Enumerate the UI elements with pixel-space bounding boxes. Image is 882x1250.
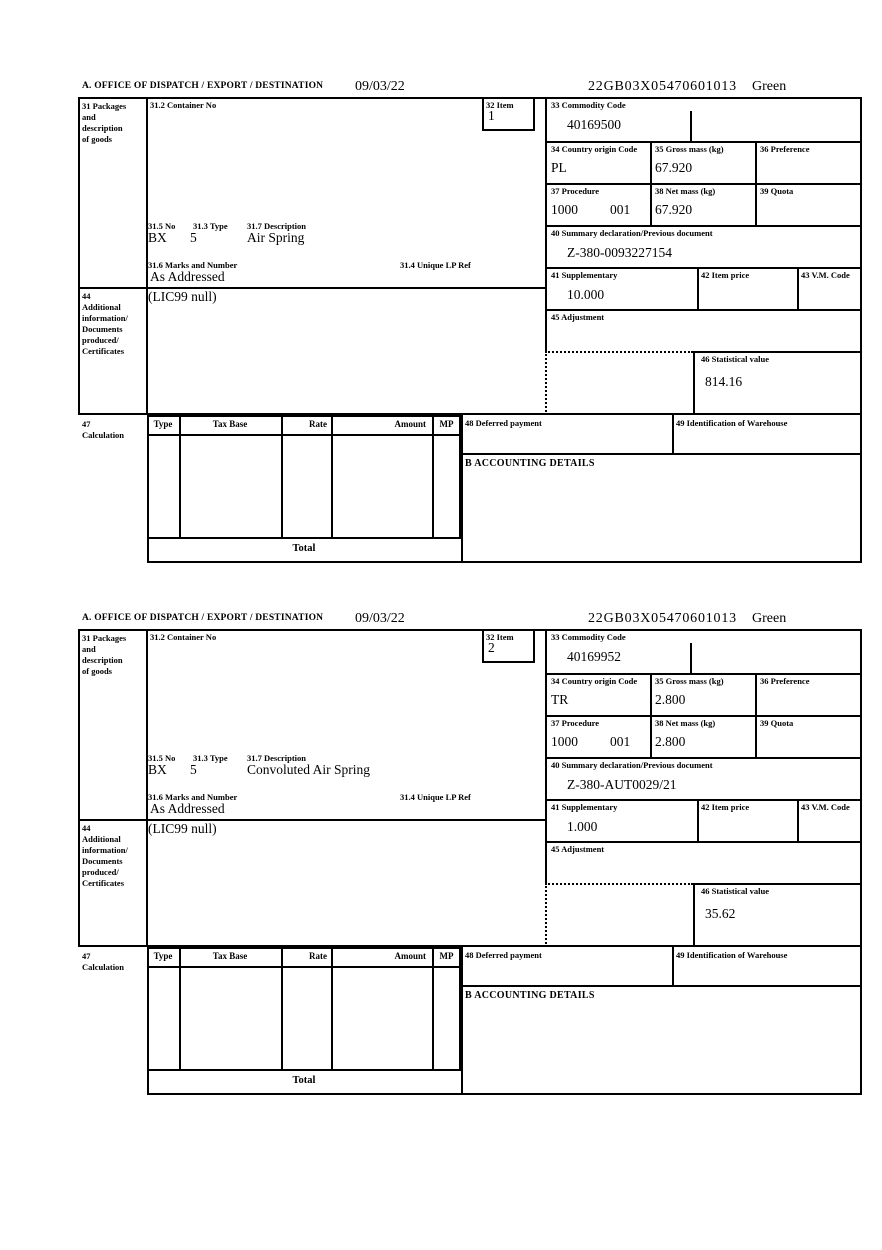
divider-line [650, 673, 652, 757]
divider-line [179, 415, 181, 539]
accounting-details-label: B ACCOUNTING DETAILS [465, 990, 595, 1001]
item-number-value: 2 [488, 640, 495, 655]
box-a-title: A. OFFICE OF DISPATCH / EXPORT / DESTINATION [82, 613, 324, 623]
quota-label: 39 Quota [760, 186, 794, 196]
box47-label: 47 Calculation [82, 951, 125, 972]
procedure-label: 37 Procedure [551, 718, 600, 728]
box44-label: 44 Additional information/ Documents produced/ Certificates [82, 823, 128, 888]
gross-mass-value: 67.920 [655, 160, 693, 175]
box-a-title: A. OFFICE OF DISPATCH / EXPORT / DESTINATION [82, 81, 324, 91]
divider-line [545, 799, 862, 801]
preference-label: 36 Preference [760, 676, 810, 686]
divider-line [797, 799, 799, 841]
sad-item-copy [0, 75, 882, 607]
previous-document-label: 40 Summary declaration/Previous document [551, 228, 713, 238]
previous-document-value: Z-380-AUT0029/21 [567, 777, 677, 792]
dotted-divider-line [545, 351, 547, 415]
divider-line [545, 141, 862, 143]
country-origin-value: PL [551, 160, 567, 175]
dotted-divider-line [545, 883, 547, 947]
accounting-details-box [461, 453, 862, 563]
warehouse-id-label: 49 Identification of Warehouse [676, 950, 788, 960]
divider-line [697, 267, 699, 309]
marks-numbers-value: As Addressed [150, 269, 225, 284]
procedure-code-2-value: 001 [610, 734, 631, 749]
divider-line [545, 183, 862, 185]
divider-line [693, 883, 862, 885]
net-mass-label: 38 Net mass (kg) [655, 718, 716, 728]
divider-line [331, 415, 333, 539]
commodity-code-separator-line [690, 643, 692, 673]
calc-col-mp: MP [439, 419, 454, 429]
goods-description-value: Air Spring [247, 230, 305, 245]
additional-information-value: (LIC99 null) [148, 289, 217, 304]
gross-mass-label: 35 Gross mass (kg) [655, 676, 724, 686]
procedure-code-value: 1000 [551, 202, 578, 217]
divider-line [797, 267, 799, 309]
commodity-code-value: 40169952 [567, 649, 621, 664]
procedure-code-value: 1000 [551, 734, 578, 749]
package-count-label: 31.5 No [148, 221, 176, 231]
supplementary-label: 41 Supplementary [551, 270, 618, 280]
calc-col-rate: Rate [309, 419, 327, 429]
declaration-date: 09/03/22 [355, 611, 405, 626]
supplementary-label: 41 Supplementary [551, 802, 618, 812]
calc-col-tax-base: Tax Base [212, 419, 248, 429]
calc-col-amount: Amount [394, 419, 426, 429]
divider-line [432, 947, 434, 1071]
divider-line [331, 947, 333, 1071]
package-kind-value: BX [148, 762, 167, 777]
dotted-divider-line [545, 883, 693, 885]
commodity-code-label: 33 Commodity Code [551, 100, 626, 110]
declaration-date: 09/03/22 [355, 79, 405, 94]
item-label: 32 Item [486, 632, 514, 642]
calc-col-rate: Rate [309, 951, 327, 961]
package-count-label: 31.5 No [148, 753, 176, 763]
divider-line [545, 673, 862, 675]
country-origin-label: 34 Country origin Code [551, 144, 638, 154]
accounting-details-label: B ACCOUNTING DETAILS [465, 458, 595, 469]
country-origin-label: 34 Country origin Code [551, 676, 638, 686]
divider-line [545, 715, 862, 717]
divider-line [545, 97, 547, 351]
package-type-label: 31.3 Type [193, 753, 228, 763]
additional-information-value: (LIC99 null) [148, 821, 217, 836]
preference-label: 36 Preference [760, 144, 810, 154]
package-kind-value: BX [148, 230, 167, 245]
package-count-value: 5 [190, 762, 197, 777]
divider-line [545, 309, 862, 311]
divider-line [146, 97, 148, 415]
calc-col-mp: MP [439, 951, 454, 961]
divider-line [545, 267, 862, 269]
commodity-code-value: 40169500 [567, 117, 621, 132]
box31-label: 31 Packages and description of goods [82, 633, 127, 676]
divider-line [693, 351, 862, 353]
container-no-label: 31.2 Container No [150, 632, 217, 642]
supplementary-units-value: 10.000 [567, 287, 605, 302]
statistical-value: 814.16 [705, 374, 743, 389]
quota-label: 39 Quota [760, 718, 794, 728]
procedure-code-2-value: 001 [610, 202, 631, 217]
routing-status: Green [752, 611, 787, 626]
net-mass-label: 38 Net mass (kg) [655, 186, 716, 196]
commodity-code-label: 33 Commodity Code [551, 632, 626, 642]
statistical-value-label: 46 Statistical value [701, 886, 769, 896]
total-label: Total [292, 543, 316, 554]
gross-mass-value: 2.800 [655, 692, 686, 707]
calc-col-type: Type [153, 419, 173, 429]
item-price-label: 42 Item price [701, 802, 750, 812]
description-label: 31.7 Description [247, 221, 307, 231]
divider-line [545, 757, 862, 759]
statistical-value-label: 46 Statistical value [701, 354, 769, 364]
main-box-frame [78, 629, 862, 947]
gross-mass-label: 35 Gross mass (kg) [655, 144, 724, 154]
statistical-value: 35.62 [705, 906, 736, 921]
vm-code-label: 43 V.M. Code [801, 802, 850, 812]
box31-label: 31 Packages and description of goods [82, 101, 127, 144]
accounting-details-box [461, 985, 862, 1095]
supplementary-units-value: 1.000 [567, 819, 598, 834]
procedure-label: 37 Procedure [551, 186, 600, 196]
box47-label: 47 Calculation [82, 419, 125, 440]
net-mass-value: 2.800 [655, 734, 686, 749]
divider-line [755, 141, 757, 225]
divider-line [432, 415, 434, 539]
calc-col-tax-base: Tax Base [212, 951, 248, 961]
calc-col-type: Type [153, 951, 173, 961]
warehouse-id-label: 49 Identification of Warehouse [676, 418, 788, 428]
movement-reference-number: 22GB03X05470601013 [588, 79, 737, 94]
adjustment-label: 45 Adjustment [551, 844, 605, 854]
divider-line [693, 351, 695, 415]
item-number-value: 1 [488, 108, 495, 123]
divider-line [693, 883, 695, 947]
adjustment-label: 45 Adjustment [551, 312, 605, 322]
main-box-frame [78, 97, 862, 415]
divider-line [147, 434, 461, 436]
marks-numbers-label: 31.6 Marks and Number [148, 792, 238, 802]
divider-line [545, 841, 862, 843]
item-label: 32 Item [486, 100, 514, 110]
unique-lp-ref-label: 31.4 Unique LP Ref [400, 792, 471, 802]
divider-line [697, 799, 699, 841]
vm-code-label: 43 V.M. Code [801, 270, 850, 280]
deferred-payment-label: 48 Deferred payment [465, 418, 542, 428]
package-count-value: 5 [190, 230, 197, 245]
goods-description-value: Convoluted Air Spring [247, 762, 371, 777]
net-mass-value: 67.920 [655, 202, 693, 217]
movement-reference-number: 22GB03X05470601013 [588, 611, 737, 626]
divider-line [179, 947, 181, 1071]
divider-line [281, 415, 283, 539]
divider-line [545, 225, 862, 227]
package-type-label: 31.3 Type [193, 221, 228, 231]
calc-col-amount: Amount [394, 951, 426, 961]
description-label: 31.7 Description [247, 753, 307, 763]
routing-status: Green [752, 79, 787, 94]
previous-document-value: Z-380-0093227154 [567, 245, 672, 260]
divider-line [147, 966, 461, 968]
box44-label: 44 Additional information/ Documents produced/ Certificates [82, 291, 128, 356]
previous-document-label: 40 Summary declaration/Previous document [551, 760, 713, 770]
container-no-label: 31.2 Container No [150, 100, 217, 110]
divider-line [755, 673, 757, 757]
divider-line [146, 629, 148, 947]
country-origin-value: TR [551, 692, 569, 707]
dotted-divider-line [545, 351, 693, 353]
unique-lp-ref-label: 31.4 Unique LP Ref [400, 260, 471, 270]
marks-numbers-label: 31.6 Marks and Number [148, 260, 238, 270]
sad-item-copy [0, 607, 882, 1139]
commodity-code-separator-line [690, 111, 692, 141]
marks-numbers-value: As Addressed [150, 801, 225, 816]
divider-line [281, 947, 283, 1071]
total-label: Total [292, 1075, 316, 1086]
item-price-label: 42 Item price [701, 270, 750, 280]
divider-line [650, 141, 652, 225]
deferred-payment-label: 48 Deferred payment [465, 950, 542, 960]
divider-line [545, 629, 547, 883]
